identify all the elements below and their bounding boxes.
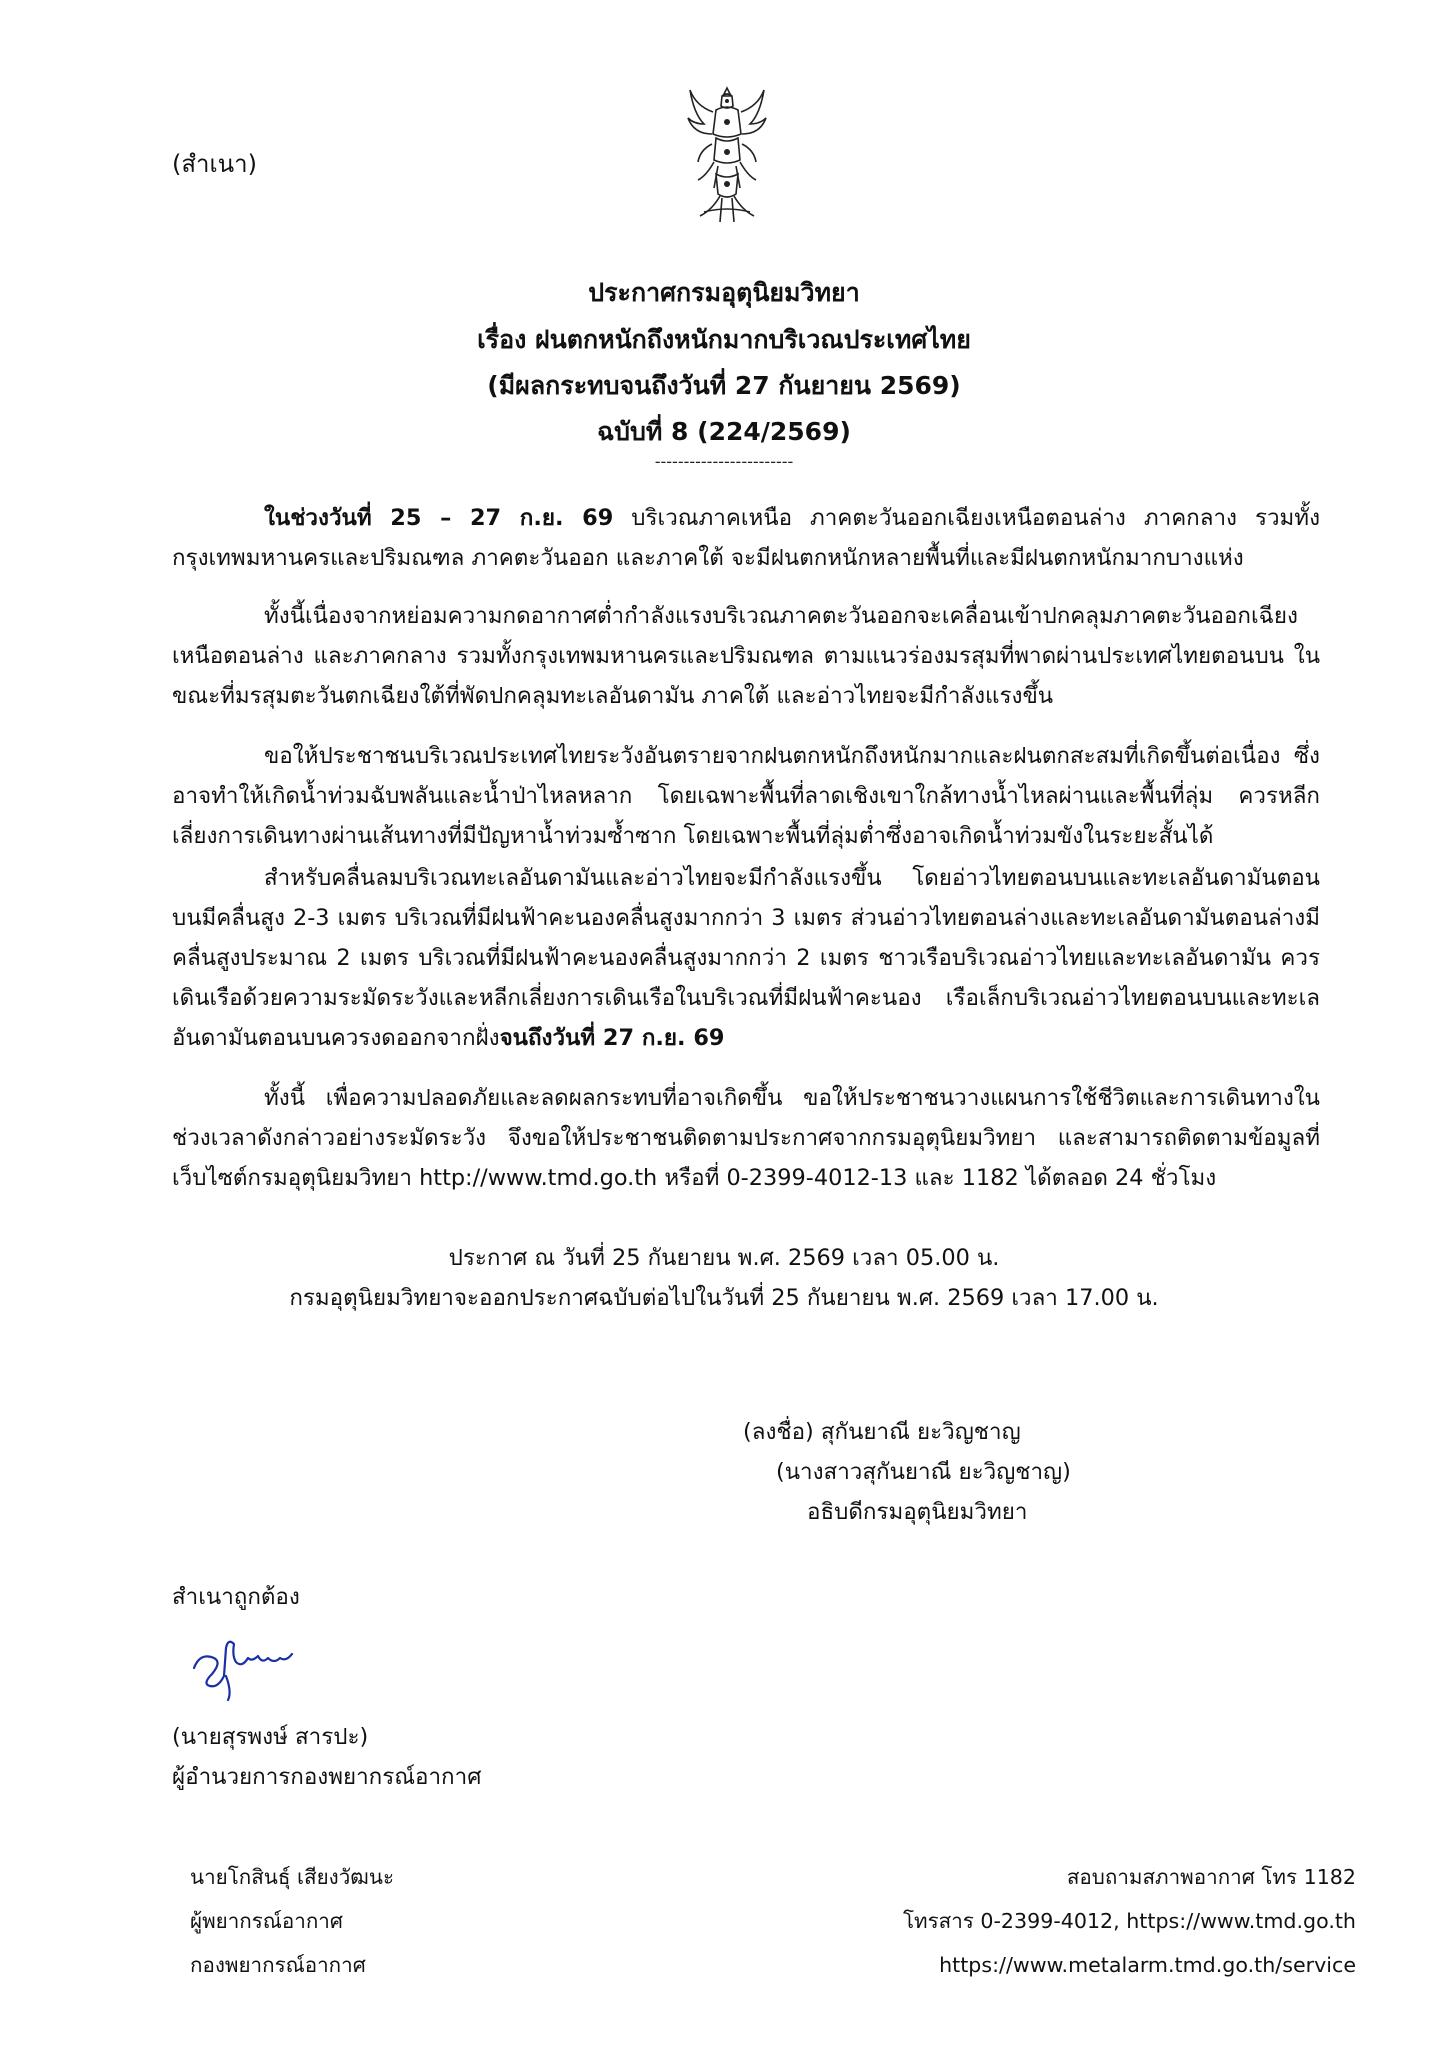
forecaster-role: ผู้พยากรณ์อากาศ (190, 1909, 343, 1933)
announcement-effect-period: (มีผลกระทบจนถึงวันที่ 27 กันยายน 2569) (487, 371, 961, 400)
contact-service-link[interactable]: https://www.metalarm.tmd.go.th/service (939, 1953, 1356, 1977)
certifier-title: ผู้อำนวยการกองพยากรณ์อากาศ (172, 1764, 482, 1790)
contact-fax-website: โทรสาร 0-2399-4012, https://www.tmd.go.th (902, 1909, 1356, 1933)
warning-text: ขอให้ประชาชนบริเวณประเทศไทยระวังอันตรายจากฝนตกหนักถึงหนักมากและฝนตกสะสมที่เกิดขึ้นต่อเนื่อง ซึ่งอาจทำให้เกิดน้ำท่วมฉับพลันและน้ำป่าไหลหลาก โดยเฉพาะพื้นที่ลาดเชิงเขาใกล้ทางน้ำไหลผ่านและพื้นที่ลุ่ม ควรหลีกเลี่ยงการเดินทางผ่านเส้นทางที่มีปัญหาน้ำท่วมซ้ำซาก โดยเฉพาะพื้นที่ลุ่มต่ำซึ่งอาจเกิดน้ำท่วมขังในระยะสั้นได้ (172, 743, 1320, 849)
marine-text: สำหรับคลื่นลมบริเวณทะเลอันดามันและอ่าวไทยจะมีกำลังแรงขึ้น โดยอ่าวไทยตอนบนและทะเลอันดามันตอนบนมีคลื่นสูง 2-3 เมตร บริเวณที่มีฝนฟ้าคะนองคลื่นสูงมากกว่า 3 เมตร ส่วนอ่าวไทยตอนล่างและทะเลอันดามันตอนล่างมีคลื่นสูงประมาณ 2 เมตร บริเวณที่มีฝนฟ้าคะนองคลื่นสูงมากกว่า 2 เมตร ชาวเรือบริเวณอ่าวไทยและทะเลอันดามัน ควรเดินเรือด้วยความระมัดระวังและหลีกเลี่ยงการเดินเรือในบริเวณที่มีฝนฟ้าคะนอง เรือเล็กบริเวณอ่าวไทยตอนบนและทะเลอันดามันตอนบนควรงดออกจากฝั่ง (172, 865, 1320, 1051)
paragraph-marine (172, 858, 1320, 1058)
issue-datetime: ประกาศ ณ วันที่ 25 กันยายน พ.ศ. 2569 เวลา 05.00 น. (448, 1245, 1000, 1271)
signatory-signed: (ลงชื่อ) สุกันยาณี ยะวิญชาญ (743, 1419, 1021, 1445)
announcement-title: ประกาศกรมอุตุนิยมวิทยา (588, 278, 860, 307)
certifier-name: (นายสุรพงษ์ สารปะ) (172, 1724, 369, 1750)
copy-mark: (สำเนา) (172, 150, 257, 178)
signatory-name: (นางสาวสุกันยาณี ยะวิญชาญ) (776, 1459, 1071, 1485)
cause-text: ทั้งนี้เนื่องจากหย่อมความกดอากาศต่ำกำลังแรงบริเวณภาคตะวันออกจะเคลื่อนเข้าปกคลุมภาคตะวันออกเฉียงเหนือตอนล่าง และภาคกลาง รวมทั้งกรุงเทพมหานครและปริมณฑล ตามแนวร่องมรสุมที่พาดผ่านประเทศไทยตอนบน ในขณะที่มรสุมตะวันตกเฉียงใต้ที่พัดปกคลุมทะเลอันดามัน ภาคใต้ และอ่าวไทยจะมีกำลังแรงขึ้น (172, 603, 1320, 709)
paragraph-forecast (172, 498, 1320, 578)
announcement-issue-number: ฉบับที่ 8 (224/2569) (597, 417, 851, 446)
advice-text: ทั้งนี้ เพื่อความปลอดภัยและลดผลกระทบที่อาจเกิดขึ้น ขอให้ประชาชนวางแผนการใช้ชีวิตและการเดินทางในช่วงเวลาดังกล่าวอย่างระมัดระวัง จึงขอให้ประชาชนติดตามประกาศจากกรมอุตุนิยมวิทยา และสามารถติดตามข้อมูลที่เว็บไซต์กรมอุตุนิยมวิทยา http://www.tmd.go.th หรือที่ 0-2399-4012-13 และ 1182 ได้ตลอด 24 ชั่วโมง (172, 1085, 1320, 1191)
forecaster-division: กองพยากรณ์อากาศ (190, 1953, 366, 1977)
paragraph-advice (172, 1078, 1320, 1198)
paragraph-warning (172, 736, 1320, 856)
forecaster-name: นายโกสินธุ์ เสียงวัฒนะ (190, 1865, 395, 1889)
certified-copy-label: สำเนาถูกต้อง (172, 1584, 300, 1610)
marine-until-date: จนถึงวันที่ 27 ก.ย. 69 (499, 1025, 725, 1051)
heading-divider: ------------------------ (654, 452, 794, 471)
signatory-title: อธิบดีกรมอุตุนิยมวิทยา (807, 1499, 1028, 1525)
paragraph-cause (172, 596, 1320, 716)
forecast-text: บริเวณภาคเหนือ ภาคตะวันออกเฉียงเหนือตอนล่าง ภาคกลาง รวมทั้งกรุงเทพมหานครและปริมณฑล ภาคตะวันออก และภาคใต้ จะมีฝนตกหนักหลายพื้นที่และมีฝนตกหนักมากบางแห่ง (172, 505, 1320, 571)
garuda-emblem-icon (686, 84, 768, 226)
next-issue-notice: กรมอุตุนิยมวิทยาจะออกประกาศฉบับต่อไปในวันที่ 25 กันยายน พ.ศ. 2569 เวลา 17.00 น. (289, 1285, 1159, 1311)
contact-phone: สอบถามสภาพอากาศ โทร 1182 (1066, 1865, 1356, 1889)
handwritten-signature (188, 1622, 318, 1702)
announcement-subject: เรื่อง ฝนตกหนักถึงหนักมากบริเวณประเทศไทย (477, 325, 971, 354)
forecast-date-range: ในช่วงวันที่ 25 – 27 ก.ย. 69 (264, 505, 614, 531)
